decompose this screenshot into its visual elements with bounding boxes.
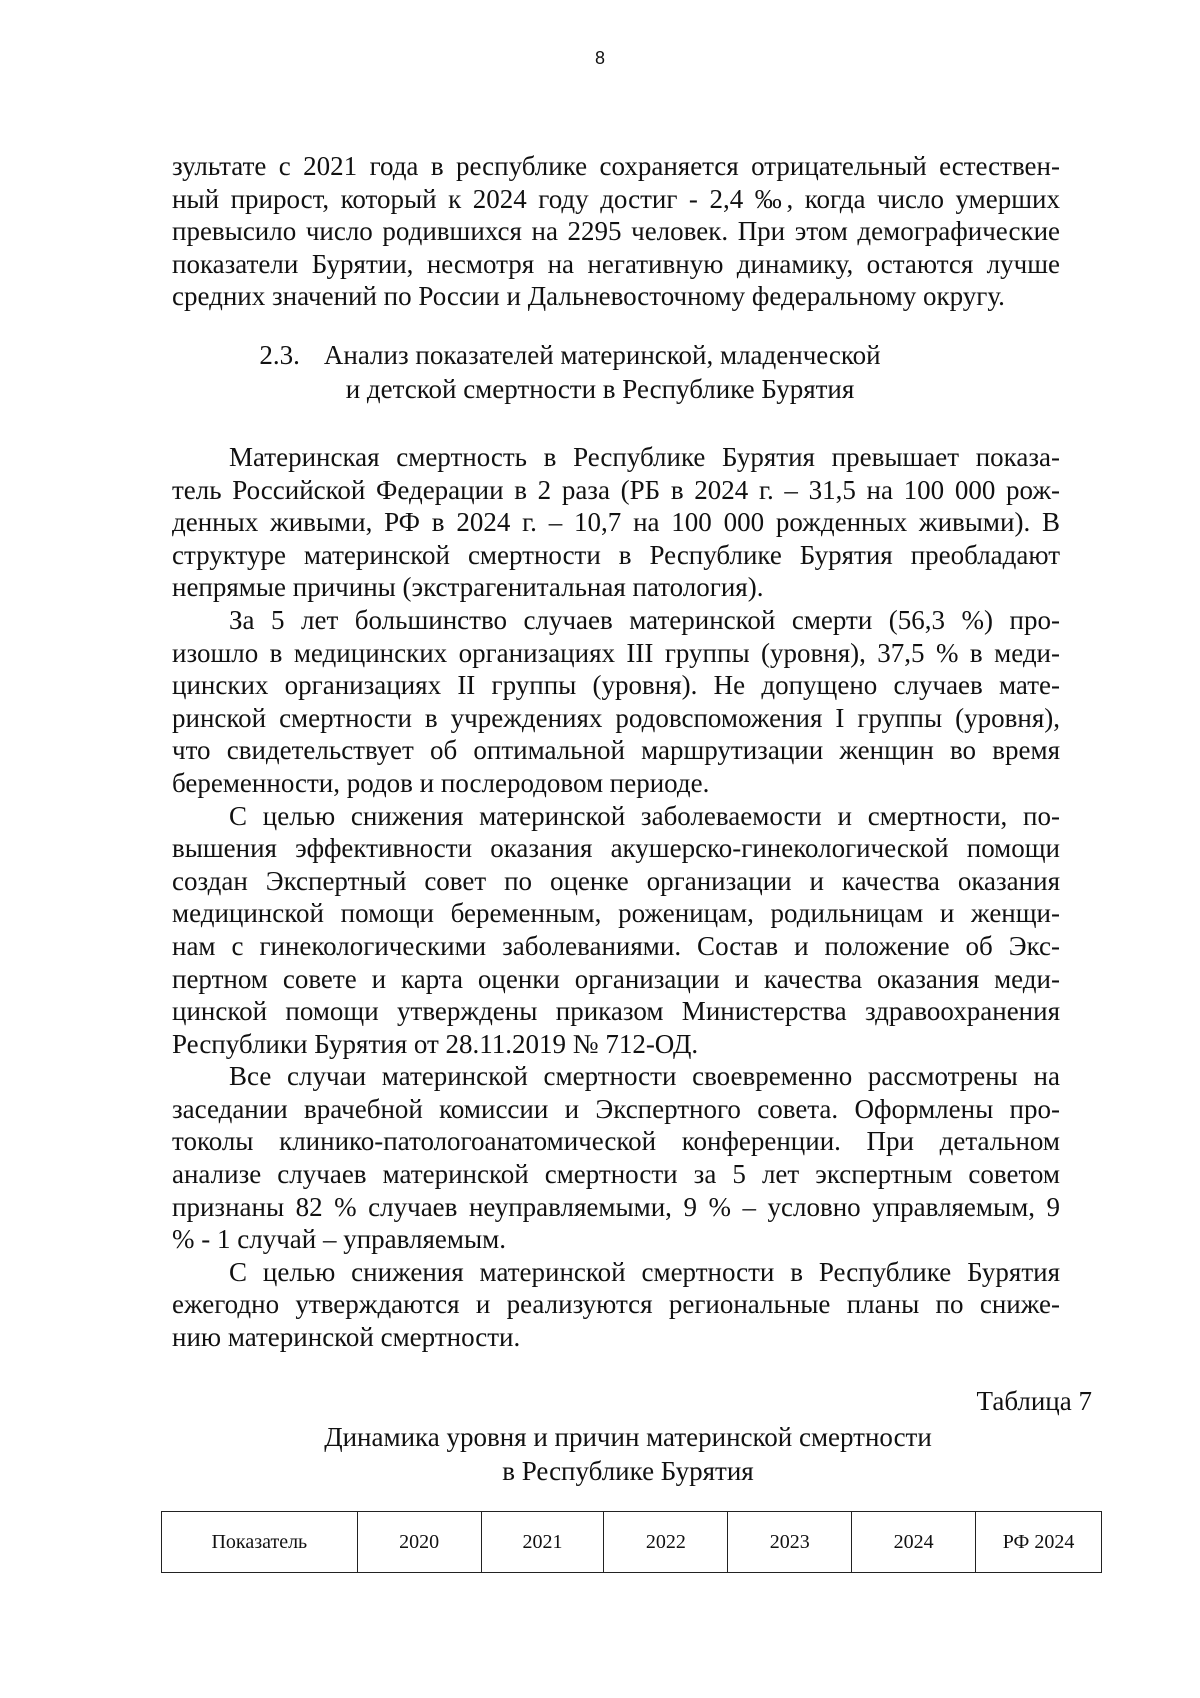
column-header: 2024 bbox=[852, 1512, 976, 1573]
text-line: что свидетельствует об оптимальной маршрутизации женщин во время bbox=[172, 735, 1060, 766]
paragraph-2 bbox=[172, 604, 1060, 800]
text-line: изошло в медицинских организациях III группы (уровня), 37,5 % в меди- bbox=[172, 637, 1060, 668]
text-line: пертном совете и карта оценки организации и качества оказания меди- bbox=[172, 963, 1060, 994]
column-header: 2020 bbox=[357, 1512, 481, 1573]
paragraph-4 bbox=[172, 1060, 1060, 1256]
text-line: беременности, родов и послеродовом периоде. bbox=[172, 767, 710, 798]
text-line: За 5 лет большинство случаев материнской смерти (56,3 %) про- bbox=[229, 604, 1060, 635]
text-line: создан Экспертный совет по оценке организации и качества оказания bbox=[172, 865, 1060, 896]
text-line: С целью снижения материнской заболеваемости и смертности, по- bbox=[229, 800, 1060, 831]
column-header: Показатель bbox=[162, 1512, 358, 1573]
text-line: медицинской помощи беременным, роженицам, родильницам и женщи- bbox=[172, 898, 1060, 929]
paragraph-3 bbox=[172, 800, 1060, 1061]
paragraph-5 bbox=[172, 1256, 1060, 1354]
intro-paragraph bbox=[172, 150, 1060, 313]
text-line: непрямые причины (экстрагенитальная патология). bbox=[172, 572, 764, 603]
column-header: 2021 bbox=[481, 1512, 604, 1573]
text-line: нам с гинекологическими заболеваниями. Состав и положение об Экс- bbox=[172, 930, 1060, 961]
text-line: ежегодно утверждаются и реализуются региональные планы по сниже- bbox=[172, 1289, 1060, 1320]
table-label: Таблица 7 bbox=[976, 1386, 1092, 1416]
text-line: цинской помощи утверждены приказом Министерства здравоохранения bbox=[172, 996, 1060, 1027]
section-title-line1: Анализ показателей материнской, младенческой bbox=[323, 340, 881, 370]
text-line: ринской смертности в учреждениях родовспоможения I группы (уровня), bbox=[172, 702, 1060, 733]
text-line: Республики Бурятия от 28.11.2019 № 712-ОД. bbox=[172, 1028, 699, 1059]
body-text bbox=[172, 441, 1060, 1354]
section-heading bbox=[0, 338, 1200, 406]
text-line: вышения эффективности оказания акушерско-гинекологической помощи bbox=[172, 833, 1060, 864]
text-line: зультате с 2021 года в республике сохраняется отрицательный естествен- bbox=[172, 151, 1060, 181]
text-line: средних значений по России и Дальневосточному федеральному округу. bbox=[172, 281, 1005, 312]
text-line: Все случаи материнской смертности своевременно рассмотрены на bbox=[229, 1061, 1060, 1092]
text-line: анализе случаев материнской смертности за 5 лет экспертным советом bbox=[172, 1159, 1060, 1190]
text-line: ный прирост, который к 2024 году достиг - 2,4 ‰, когда число умерших bbox=[172, 183, 1060, 214]
text-line: нию материнской смертности. bbox=[172, 1322, 521, 1353]
text-line: денных живыми, РФ в 2024 г. – 10,7 на 100 000 рожденных живыми). В bbox=[172, 507, 1060, 538]
mortality-table bbox=[161, 1511, 1102, 1573]
text-line: Материнская смертность в Республике Бурятия превышает показа- bbox=[229, 442, 1060, 472]
text-line: заседании врачебной комиссии и Экспертного совета. Оформлены про- bbox=[172, 1093, 1060, 1124]
column-header: РФ 2024 bbox=[976, 1512, 1102, 1573]
section-number: 2.3. bbox=[259, 340, 300, 370]
table-title-line2: в Республике Бурятия bbox=[502, 1456, 754, 1486]
text-line: % - 1 случай – управляемым. bbox=[172, 1224, 506, 1255]
paragraph-1 bbox=[172, 441, 1060, 604]
column-header: 2022 bbox=[604, 1512, 728, 1573]
table-header-row bbox=[162, 1512, 1102, 1573]
text-line: структуре материнской смертности в Республике Бурятия преобладают bbox=[172, 539, 1060, 570]
text-line: тель Российской Федерации в 2 раза (РБ в 2024 г. – 31,5 на 100 000 рож- bbox=[172, 474, 1060, 505]
text-line: превысило число родившихся на 2295 человек. При этом демографические bbox=[172, 216, 1060, 247]
table-title-line1: Динамика уровня и причин материнской смертности bbox=[324, 1422, 932, 1452]
text-line: С целью снижения материнской смертности в Республике Бурятия bbox=[229, 1256, 1060, 1287]
text-line: признаны 82 % случаев неуправляемыми, 9 % – условно управляемым, 9 bbox=[172, 1191, 1060, 1222]
page-number: 8 bbox=[594, 48, 605, 68]
section-title-line2: и детской смертности в Республике Бурятия bbox=[345, 374, 855, 404]
text-line: токолы клинико-патологоанатомической конференции. При детальном bbox=[172, 1126, 1060, 1157]
text-line: цинских организациях II группы (уровня). Не допущено случаев мате- bbox=[172, 670, 1060, 701]
column-header: 2023 bbox=[728, 1512, 852, 1573]
table-title bbox=[0, 1420, 1200, 1488]
text-line: показатели Бурятии, несмотря на негативную динамику, остаются лучше bbox=[172, 248, 1060, 279]
